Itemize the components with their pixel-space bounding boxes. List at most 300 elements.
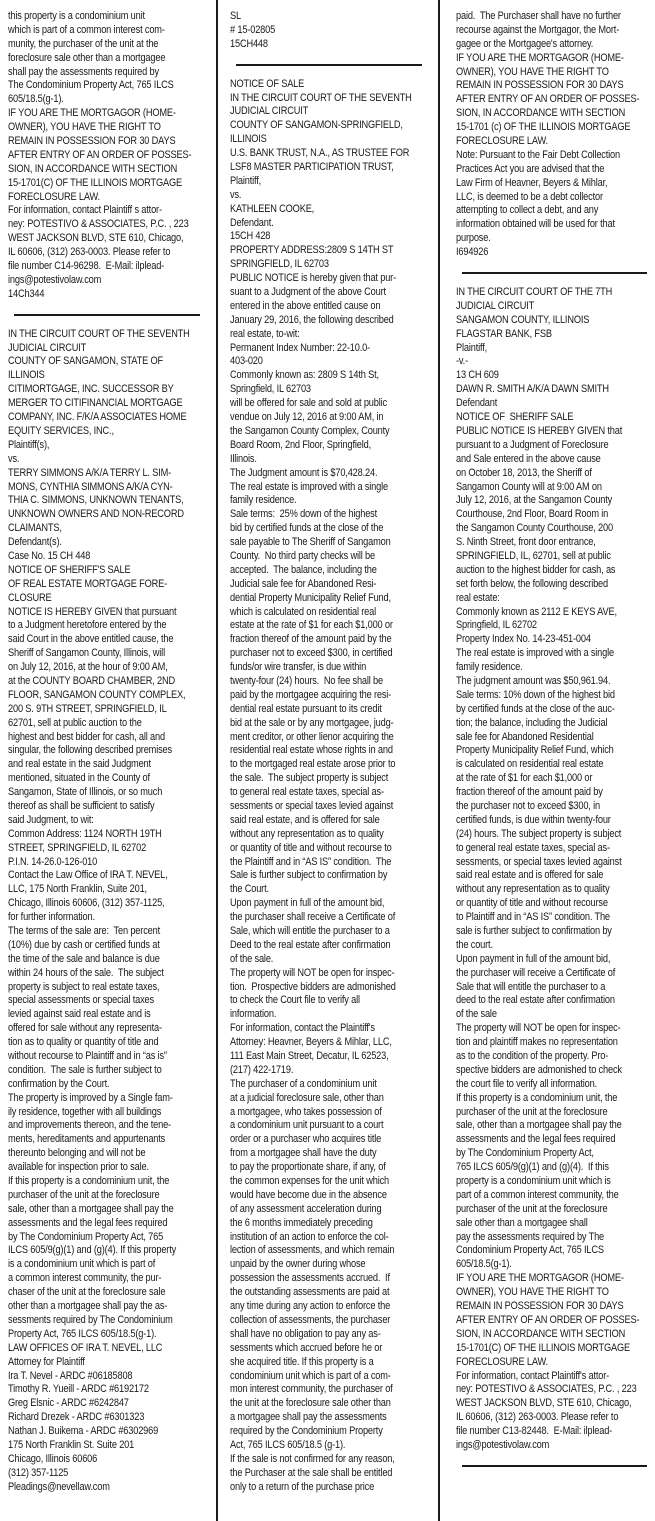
notice-line: AFTER ENTRY OF AN ORDER OF POSSES-	[456, 93, 640, 106]
notice-line: Chicago, Illinois 60606, (312) 357-1125,	[8, 897, 165, 910]
notice-line: or quantity of title and without recourse to	[230, 841, 392, 854]
notice-line: required by the Condominium Property	[230, 1425, 383, 1438]
column-1	[0, 0, 216, 1521]
notice-line: CITIMORTGAGE, INC. SUCCESSOR BY	[8, 383, 174, 396]
notice-line: Property Municipality Relief Fund, which	[456, 744, 614, 757]
notice-line: possession the assessments accrued. If	[230, 1272, 390, 1285]
notice-line: institution of an action to enforce the col-	[230, 1230, 389, 1243]
notice-line: 15CH448	[230, 37, 268, 50]
notice-line: FORECLOSURE LAW.	[8, 190, 100, 203]
notice-line: Law Firm of Heavner, Beyers & Mihlar,	[456, 176, 608, 189]
notice-line: purpose.	[456, 232, 491, 245]
notice-line: offered for sale without any representa-	[8, 1022, 162, 1035]
notice-line: Attorney: Heavner, Beyers & Mihlar, LLC,	[230, 1036, 392, 1049]
notice-line: Sale that will entitle the purchaser to a	[456, 980, 606, 993]
notice-line: sessments which accrued before he or	[230, 1341, 383, 1354]
notice-line: AFTER ENTRY OF AN ORDER OF POSSES-	[456, 1313, 640, 1326]
notice-line: family residence.	[456, 661, 523, 674]
notice-line: is calculated on residential real estate	[456, 758, 604, 771]
notice-line: and improvements thereon, and the tene-	[8, 1119, 171, 1132]
notice-line: family residence.	[230, 494, 297, 507]
column-2	[216, 0, 438, 1521]
notice-line: -v.-	[456, 355, 468, 368]
notice-line: JUDICIAL CIRCUIT	[456, 299, 535, 312]
notice-line: sessments, or special taxes levied against	[456, 855, 622, 868]
notice-line: FORECLOSURE LAW.	[456, 135, 548, 148]
notice-line: the Court.	[230, 883, 269, 896]
notice-line: part of a common interest community, the	[456, 1188, 619, 1201]
notice-line: paid. The Purchaser shall have no further	[456, 10, 621, 22]
notice-line: # 15-02805	[230, 23, 276, 36]
notice-line: SPRINGFIELD, IL 62703	[230, 258, 329, 271]
notice-line: by The Condominium Property Act, 765	[8, 1230, 164, 1243]
notice-line: other than a mortgagee shall pay the as-	[8, 1300, 168, 1313]
notice-line: FLOOR, SANGAMON COUNTY COMPLEX,	[8, 688, 186, 701]
notice-line: file number C13-82448. E-Mail: ilplead-	[456, 1425, 613, 1438]
notice-line: UNKNOWN OWNERS AND NON-RECORD	[8, 508, 184, 521]
notice-line: Nathan J. Buikema - ARDC #6302969	[8, 1425, 159, 1438]
notice-line: JUDICIAL CIRCUIT	[230, 105, 309, 118]
notice-line: mentioned, situated in the County of	[8, 772, 150, 785]
notice-line: the sale. The subject property is subject	[230, 772, 389, 785]
notice-line: PUBLIC NOTICE IS HEREBY GIVEN that	[456, 424, 623, 437]
notice-line: FLAGSTAR BANK, FSB	[456, 327, 552, 340]
notice-line: dential real estate pursuant to its credit	[230, 702, 382, 715]
notice-line: foreclosure sale other than a mortgagee	[8, 51, 166, 64]
notice-line: Ira T. Nevel - ARDC #06185808	[8, 1369, 133, 1382]
notice-line: tion as to quality or quantity of title and	[8, 1036, 159, 1049]
notice-line: IF YOU ARE THE MORTGAGOR (HOME-	[456, 51, 624, 64]
notice-line: without any representation as to quality	[456, 883, 610, 896]
notice-line: unpaid by the owner during whose	[230, 1258, 366, 1271]
notice-line: The judgment amount was $50,961.94.	[456, 674, 611, 687]
notice-line: any time during any action to enforce the	[230, 1300, 391, 1313]
notice-line: SION, IN ACCORDANCE WITH SECTION	[456, 107, 626, 120]
notice-line: and Sale entered in the above cause	[456, 452, 601, 465]
notice-line: munity, the purchaser of the unit at the	[8, 37, 159, 50]
notice-line: real estate, to-wit:	[230, 327, 300, 340]
notice-line: 605/18.5(g-1).	[456, 1258, 512, 1271]
notice-line: IN THE CIRCUIT COURT OF THE SEVENTH	[230, 91, 412, 104]
notice-line: sale other than a mortgagee shall	[456, 1216, 588, 1229]
notice-line: Condominium Property Act, 765 ILCS	[456, 1244, 604, 1257]
notice-line: Sangamon, State of Illinois, or so much	[8, 786, 163, 799]
notice-line: of the sale	[456, 1008, 497, 1021]
notice-line: is a condominium unit which is part of	[8, 1258, 156, 1271]
notice-line: sessments required by The Condominium	[8, 1313, 173, 1326]
notice-line: Practices Act you are advised that the	[456, 162, 605, 175]
notice-line: the common expenses for the unit which	[230, 1175, 390, 1188]
notice-of-sale-cooke-15ch428	[230, 78, 428, 1495]
notice-line: SL	[230, 10, 241, 22]
notice-line: IL 60606, (312) 263-0003. Please refer to	[456, 1411, 619, 1424]
notice-line: to pay the proportionate share, if any, of	[230, 1161, 386, 1174]
notice-line: The real estate is improved with a single	[230, 480, 388, 493]
notice-line: AFTER ENTRY OF AN ORDER OF POSSES-	[8, 148, 192, 161]
notice-line: confirmation by the Court.	[8, 1077, 110, 1090]
notice-line: thereof as shall be sufficient to satisfy	[8, 799, 155, 812]
notice-line: IN THE CIRCUIT COURT OF THE SEVENTH	[8, 327, 190, 340]
notice-line: SPRINGFIELD, IL, 62701, sell at public	[456, 549, 611, 562]
notice-line: at the rate of $1 for each $1,000 or	[456, 772, 593, 785]
notice-line: will be offered for sale and sold at public	[230, 397, 387, 410]
notice-line: JUDICIAL CIRCUIT	[8, 341, 87, 354]
notice-line: tion. Prospective bidders are admonished	[230, 980, 396, 993]
notice-line: condominium unit which is part of a com-	[230, 1369, 391, 1382]
notice-line: If the sale is not confirmed for any reason,	[230, 1452, 395, 1465]
notice-line: (217) 422-1719.	[230, 1063, 294, 1076]
notice-line: ney: POTESTIVO & ASSOCIATES, P.C. , 223	[8, 218, 189, 231]
notice-line: ings@potestivolaw.com	[8, 273, 102, 286]
notice-line: a mortgagee, who takes possession of	[230, 1105, 382, 1118]
notice-line: REMAIN IN POSSESSION FOR 30 DAYS	[456, 1300, 624, 1313]
notice-line: (312) 357-1125	[8, 1466, 69, 1479]
notice-line: purchaser not to exceed $300, in certified	[230, 647, 393, 660]
notice-line: Attorney for Plaintiff	[8, 1355, 85, 1368]
notice-line: For information, contact Plaintiff s attor-	[8, 204, 162, 217]
notice-line: or quantity of title and without recourse	[456, 897, 608, 910]
notice-line: ment creditor, or other lienor acquiring the	[230, 730, 394, 743]
notice-line: DAWN R. SMITH A/K/A DAWN SMITH	[456, 383, 609, 396]
notice-line: THIA C. SIMMONS, UNKNOWN TENANTS,	[8, 494, 184, 507]
notice-line: The property will NOT be open for inspec-	[230, 966, 395, 979]
notice-line: LSF8 MASTER PARTICIPATION TRUST,	[230, 161, 394, 174]
notice-line: Plaintiff,	[230, 174, 262, 187]
notice-line: on July 12, 2016, at the hour of 9:00 AM,	[8, 661, 168, 674]
sheriffs-sale-notice-simmons-15ch448	[8, 328, 206, 1495]
notice-line: the outstanding assessments are paid at	[230, 1286, 390, 1299]
notice-line: IF YOU ARE THE MORTGAGOR (HOME-	[8, 107, 176, 120]
notice-line: sale fee for Abandoned Residential	[456, 730, 594, 743]
notice-line: Courthouse, 2nd Floor, Board Room in	[456, 508, 609, 521]
notice-line: sale, other than a mortgagee shall pay the	[8, 1202, 174, 1215]
notice-line: the court file to verify all information.	[456, 1077, 598, 1090]
notice-line: singular, the following described premises	[8, 744, 172, 757]
notice-line: For information, contact Plaintiff's attor-	[456, 1369, 610, 1382]
notice-line: she acquired title. If this property is a	[230, 1355, 374, 1368]
notice-line: ILLINOIS	[230, 133, 267, 146]
sheriff-sale-notice-smith-13ch609	[456, 286, 653, 1453]
notice-line: TERRY SIMMONS A/K/A TERRY L. SIM-	[8, 466, 172, 479]
notice-line: Case No. 15 CH 448	[8, 549, 91, 562]
notice-line: Defendant.	[230, 216, 274, 229]
notice-line: to check the Court file to verify all	[230, 994, 360, 1007]
notice-line: the Sangamon County Courthouse, 200	[456, 522, 613, 535]
notice-line: P.I.N. 14-26.0-126-010	[8, 855, 98, 868]
notice-line: The Condominium Property Act, 765 ILCS	[8, 79, 174, 92]
notice-line: IN THE CIRCUIT COURT OF THE 7TH	[456, 286, 613, 299]
notice-continuation-heavner-i694926	[456, 10, 653, 260]
notice-line: suant to a Judgment of the above Court	[230, 286, 386, 299]
notice-line: (24) hours. The subject property is subject	[456, 827, 622, 840]
column-3	[438, 0, 655, 1521]
notice-line: The property is improved by a Single fam-	[8, 1091, 173, 1104]
notice-line: 111 East Main Street, Decatur, IL 62523,	[230, 1050, 389, 1063]
notice-line: vendue on July 12, 2016 at 9:00 AM, in	[230, 411, 384, 424]
notice-line: 15-1701 (c) OF THE ILLINOIS MORTGAGE	[456, 121, 631, 134]
notice-line: Richard Drezek - ARDC #6301323	[8, 1411, 145, 1424]
notice-line: MERGER TO CITIFINANCIAL MORTGAGE	[8, 397, 183, 410]
notice-line: bid at the sale or by any mortgagee, judg-	[230, 716, 394, 729]
notice-line: NOTICE IS HEREBY GIVEN that pursuant	[8, 605, 177, 618]
notice-line: January 29, 2016, the following described	[230, 313, 394, 326]
notice-line: set forth below, the following described	[456, 577, 609, 590]
notice-line: vs.	[8, 452, 20, 465]
notice-line: Sale terms: 10% down of the highest bid	[456, 688, 615, 701]
notice-line: by certified funds at the close of the auc-	[456, 702, 615, 715]
notice-line: chaser of the unit at the foreclosure sale	[8, 1286, 166, 1299]
notice-line: Timothy R. Yueill - ARDC #6192172	[8, 1383, 149, 1396]
notice-line: Pleadings@nevellaw.com	[8, 1480, 110, 1493]
notice-line: property is subject to real estate taxes,	[8, 980, 160, 993]
notice-line: available for inspection prior to sale.	[8, 1161, 149, 1174]
notice-line: and real estate in the said Judgment	[8, 758, 151, 771]
notice-line: IL 60606, (312) 263-0003. Please refer to	[8, 246, 171, 259]
notice-line: STREET, SPRINGFIELD, IL 62702	[8, 841, 147, 854]
notice-line: WEST JACKSON BLVD, STE 610, Chicago,	[8, 232, 184, 245]
notice-line: The terms of the sale are: Ten percent	[8, 925, 160, 937]
notice-line: ings@potestivolaw.com	[456, 1438, 550, 1451]
notice-line: County. No third party checks will be	[230, 549, 375, 562]
notice-line: ney: POTESTIVO & ASSOCIATES, P.C. , 223	[456, 1383, 637, 1396]
notice-line: NOTICE OF SHERIFF SALE	[456, 411, 574, 424]
notice-line: 15-1701(C) OF THE ILLINOIS MORTGAGE	[8, 176, 183, 189]
notice-line: LLC, is deemed to be a debt collector	[456, 190, 603, 203]
notice-line: The property will NOT be open for inspec-	[456, 1022, 621, 1035]
notice-line: spective bidders are admonished to check	[456, 1063, 622, 1076]
notice-line: dential Property Municipality Relief Fund,	[230, 591, 391, 604]
notice-line: OWNER), YOU HAVE THE RIGHT TO	[456, 65, 609, 78]
notice-line: sale is further subject to confirmation by	[456, 925, 612, 937]
notice-line: Note: Pursuant to the Fair Debt Collection	[456, 148, 620, 161]
notice-line: If this property is a condominium unit, the	[456, 1091, 618, 1104]
notice-line: from a mortgagee shall have the duty	[230, 1147, 377, 1160]
notice-line: fraction thereof of the amount paid by the	[230, 633, 392, 646]
notice-line: EQUITY SERVICES, INC.,	[8, 424, 114, 437]
notice-line: paid by the mortgagee acquiring the resi-	[230, 688, 392, 701]
notice-line: assessments and the legal fees required	[456, 1133, 616, 1146]
notice-line: REMAIN IN POSSESSION FOR 30 DAYS	[456, 79, 624, 92]
notice-line: OWNER), YOU HAVE THE RIGHT TO	[8, 121, 161, 134]
notice-line: to general real estate taxes, special as-	[230, 786, 384, 799]
notice-line: special assessments or special taxes	[8, 994, 154, 1007]
notice-line: Greg Elsnic - ARDC #6242847	[8, 1397, 129, 1410]
notice-line: SION, IN ACCORDANCE WITH SECTION	[8, 162, 178, 175]
notice-line: by The Condominium Property Act,	[456, 1147, 594, 1160]
notice-line: 15-1701(C) OF THE ILLINOIS MORTGAGE	[456, 1341, 631, 1354]
notice-line: 605/18.5(g-1).	[8, 93, 64, 106]
notice-line: OF REAL ESTATE MORTGAGE FORE-	[8, 577, 168, 590]
notice-line: Sale, which will entitle the purchaser to a	[230, 925, 390, 937]
notice-line: at the COUNTY BOARD CHAMBER, 2ND	[8, 674, 175, 687]
notice-line: Sheriff of Sangamon County, Illinois, will	[8, 647, 165, 660]
notice-line: file number C14-96298. E-Mail: ilplead-	[8, 260, 165, 273]
notice-line: FORECLOSURE LAW.	[456, 1355, 548, 1368]
notice-line: purchaser of the unit at the foreclosure	[456, 1105, 608, 1118]
notice-line: LAW OFFICES OF IRA T. NEVEL, LLC	[8, 1341, 163, 1354]
notice-divider	[236, 64, 422, 66]
notice-line: 14Ch344	[8, 287, 45, 300]
notice-line: For information, contact the Plaintiff's	[230, 1022, 375, 1035]
notice-line: (10%) due by cash or certified funds at	[8, 938, 160, 951]
notice-line: The purchaser of a condominium unit	[230, 1077, 377, 1090]
notice-line: Springfield, IL 62702	[456, 619, 537, 632]
notice-line: the 6 months immediately preceding	[230, 1216, 373, 1229]
notice-divider	[462, 272, 647, 274]
notice-line: lection of assessments, and which remain	[230, 1244, 395, 1257]
notice-line: said real estate, and is offered for sale	[230, 813, 380, 826]
notice-line: funds/or wire transfer, is due within	[230, 661, 367, 674]
notice-line: said Judgment, to wit:	[8, 813, 94, 826]
notice-line: Property Act, 765 ILCS 605/18.5(g-1).	[8, 1327, 157, 1340]
notice-line: for further information.	[8, 911, 95, 924]
notice-line: to the mortgaged real estate arose prior to	[230, 758, 396, 771]
notice-line: Sale is further subject to confirmation by	[230, 869, 388, 882]
notice-line: the unit at the foreclosure sale other than	[230, 1397, 391, 1410]
notice-line: REMAIN IN POSSESSION FOR 30 DAYS	[8, 135, 176, 148]
notice-line: The real estate is improved with a single	[456, 647, 614, 660]
notice-line: SION, IN ACCORDANCE WITH SECTION	[456, 1327, 626, 1340]
notice-line: Plaintiff,	[456, 341, 488, 354]
notice-line: Plaintiff(s),	[8, 438, 50, 451]
notice-line: 175 North Franklin St. Suite 201	[8, 1438, 135, 1451]
notice-line: which is part of a common interest com-	[8, 23, 165, 36]
notice-line: the purchaser not to exceed $300, in	[456, 799, 600, 812]
notice-line: Defendant(s).	[8, 536, 62, 549]
notice-line: Springfield, IL 62703	[230, 383, 311, 396]
notice-line: NOTICE OF SALE	[230, 77, 305, 90]
notice-line: at a judicial foreclosure sale, other than	[230, 1091, 384, 1104]
notice-line: July 12, 2016, at the Sangamon County	[456, 494, 613, 507]
notice-line: collection of assessments, the purchaser	[230, 1313, 391, 1326]
notice-line: levied against said real estate and is	[8, 1008, 151, 1021]
notice-line: SANGAMON COUNTY, ILLINOIS	[456, 313, 590, 326]
notice-line: LLC, 175 North Franklin, Suite 201,	[8, 883, 147, 896]
notice-line: order or a purchaser who acquires title	[230, 1133, 382, 1146]
notice-line: ments, hereditaments and appurtenants	[8, 1133, 166, 1146]
notice-line: the purchaser will receive a Certificate of	[456, 966, 616, 979]
notice-line: OWNER), YOU HAVE THE RIGHT TO	[456, 1286, 609, 1299]
notice-line: fraction thereof of the amount paid by	[456, 786, 603, 799]
notice-line: a common interest community, the pur-	[8, 1272, 162, 1285]
notice-line: Upon payment in full of the amount bid,	[230, 897, 385, 910]
notice-line: property is a condominium unit which is	[456, 1175, 611, 1188]
notice-line: Chicago, Illinois 60606	[8, 1452, 98, 1465]
notice-line: entered in the above entitled cause on	[230, 299, 381, 312]
notice-line: the Purchaser at the sale shall be entitled	[230, 1466, 393, 1479]
notice-line: shall have no obligation to pay any as-	[230, 1327, 381, 1340]
notice-line: gagee or the Mortgagee's attorney.	[456, 37, 594, 50]
notice-line: as to the condition of the property. Pro-	[456, 1050, 609, 1063]
notice-line: Deed to the real estate after confirmation	[230, 938, 391, 951]
notice-line: twenty-four (24) hours. No fee shall be	[230, 674, 384, 687]
notice-line: of any assessment acceleration during	[230, 1202, 382, 1215]
notice-line: without recourse to Plaintiff and in “as is”	[8, 1050, 167, 1063]
notice-line: I694926	[456, 246, 489, 259]
notice-line: ILCS 605/9(g)(1) and (g)(4). If this property	[8, 1244, 177, 1257]
notice-line: COUNTY OF SANGAMON-SPRINGFIELD,	[230, 119, 403, 132]
notice-line: real estate:	[456, 591, 500, 604]
notice-line: PUBLIC NOTICE is hereby given that pur-	[230, 272, 397, 285]
notice-line: tion and plaintiff makes no representation	[456, 1036, 618, 1049]
notice-line: the court.	[456, 938, 493, 951]
notice-line: the purchaser shall receive a Certificate of	[230, 911, 396, 924]
notice-line: a condominium unit pursuant to a court	[230, 1119, 384, 1132]
notice-line: NOTICE OF SHERIFF'S SALE	[8, 563, 131, 576]
notice-line: pay the assessments required by The	[456, 1230, 605, 1243]
notice-line: S. Ninth Street, front door entrance,	[456, 536, 596, 549]
notice-divider	[14, 314, 200, 316]
notice-line: certified funds, is due within twenty-four	[456, 813, 611, 826]
notice-line: deed to the real estate after confirmation	[456, 994, 615, 1007]
case-reference-header	[230, 10, 428, 52]
notice-line: ily residence, together with all buildings	[8, 1105, 162, 1118]
notice-line: WEST JACKSON BLVD, STE 610, Chicago,	[456, 1397, 632, 1410]
notice-line: purchaser of the unit at the foreclosure	[8, 1188, 160, 1201]
notice-line: accepted. The balance, including the	[230, 563, 377, 576]
notice-line: the Plaintiff and in “AS IS” condition. The	[230, 855, 392, 868]
notice-line: sale payable to The Sheriff of Sangamon	[230, 536, 391, 549]
notice-line: said real estate and is offered for sale	[456, 869, 604, 882]
notice-line: MONS, CYNTHIA SIMMONS A/K/A CYN-	[8, 480, 173, 493]
notice-line: If this property is a condominium unit, the	[8, 1175, 170, 1188]
notice-line: information obtained will be used for that	[456, 218, 615, 231]
notice-line: PROPERTY ADDRESS:2809 S 14TH ST	[230, 244, 394, 257]
notice-line: Illinois.	[230, 452, 257, 465]
notice-line: the time of the sale and balance is due	[8, 952, 160, 965]
notice-line: 62701, sell at public auction to the	[8, 716, 142, 729]
notice-line: assessments and the legal fees required	[8, 1216, 168, 1229]
notice-line: Sale terms: 25% down of the highest	[230, 508, 378, 521]
notice-line: 200 S. 9TH STREET, SPRINGFIELD, IL	[8, 702, 167, 715]
notice-line: CLOSURE	[8, 591, 52, 604]
notice-line: IF YOU ARE THE MORTGAGOR (HOME-	[456, 1272, 624, 1285]
notice-line: Commonly known as 2112 E KEYS AVE,	[456, 605, 617, 618]
notice-line: Permanent Index Number: 22-10.0-	[230, 341, 370, 354]
notice-line: without any representation as to quality	[230, 827, 384, 840]
notice-line: purchaser of the unit at the foreclosure	[456, 1202, 608, 1215]
notice-line: Contact the Law Office of IRA T. NEVEL,	[8, 869, 168, 882]
notice-line: sessments or special taxes levied against	[230, 799, 394, 812]
notice-line: estate at the rate of $1 for each $1,000 or	[230, 619, 393, 632]
notice-line: CLAIMANTS,	[8, 522, 62, 535]
notice-line: Commonly known as: 2809 S 14th St,	[230, 369, 379, 382]
notice-line: to Plaintiff and in “AS IS” condition. The	[456, 911, 610, 924]
notice-line: auction to the highest bidder for cash, as	[456, 563, 616, 576]
notice-line: 13 CH 609	[456, 369, 499, 382]
notice-line: highest and best bidder for cash, all and	[8, 730, 165, 743]
notice-line: bid by certified funds at the close of the	[230, 522, 384, 535]
notice-line: which is calculated on residential real	[230, 605, 376, 618]
notice-line: Board Room, 2nd Floor, Springfield,	[230, 438, 372, 451]
notice-line: would have become due in the absence	[230, 1188, 387, 1201]
notice-line: Upon payment in full of the amount bid,	[456, 952, 611, 965]
notice-line: Defendant	[456, 397, 498, 410]
notice-line: the Sangamon County Complex, County	[230, 424, 390, 437]
notice-line: of the sale.	[230, 952, 274, 965]
notice-line: 403-020	[230, 355, 263, 368]
notice-line: sale, other than a mortgagee shall pay the	[456, 1119, 622, 1132]
notice-line: mon interest community, the purchaser of	[230, 1383, 393, 1396]
notice-line: shall pay the assessments required by	[8, 65, 159, 78]
notice-line: thereunto belonging and will not be	[8, 1147, 146, 1160]
notice-line: Common Address: 1124 NORTH 19TH	[8, 827, 162, 840]
notice-line: a mortgagee shall pay the assessments	[230, 1411, 387, 1424]
notice-line: to general real estate taxes, special as-	[456, 841, 610, 854]
notice-line: U.S. BANK TRUST, N.A., AS TRUSTEE FOR	[230, 147, 410, 160]
notice-line: ILLINOIS	[8, 369, 45, 382]
notice-line: attempting to collect a debt, and any	[456, 204, 599, 217]
